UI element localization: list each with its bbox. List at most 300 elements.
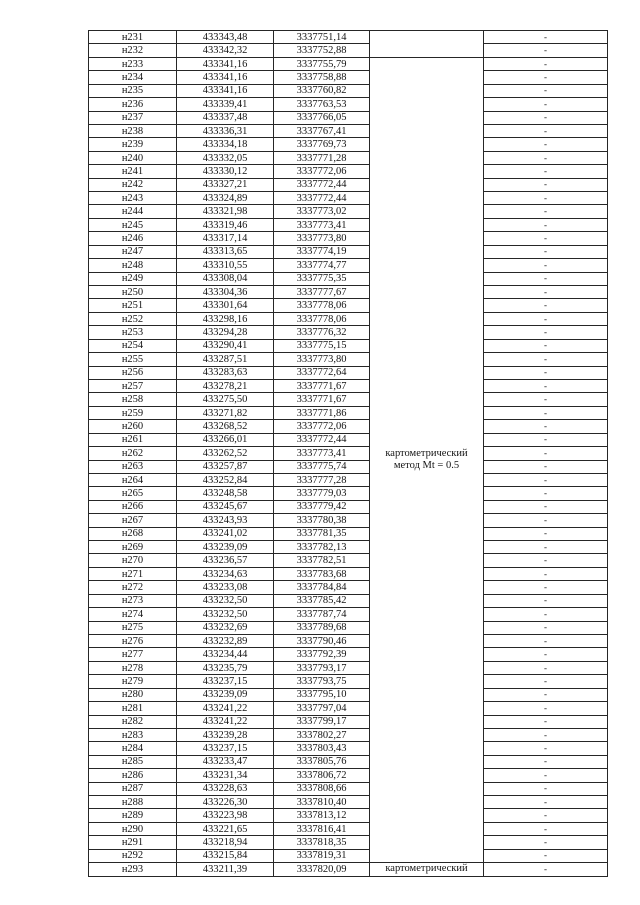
y-coordinate-cell: 3337771,67: [274, 379, 370, 392]
x-coordinate-cell: 433313,65: [177, 245, 274, 258]
table-row: [89, 232, 608, 245]
x-coordinate-cell: 433275,50: [177, 393, 274, 406]
note-cell: -: [484, 621, 608, 634]
point-name-cell: н281: [89, 702, 177, 715]
x-coordinate-cell: 433226,30: [177, 796, 274, 809]
table-row: [89, 447, 608, 460]
table-row: [89, 192, 608, 205]
table-row: [89, 57, 608, 70]
note-cell: -: [484, 98, 608, 111]
point-name-cell: н241: [89, 165, 177, 178]
table-row: [89, 379, 608, 392]
method-text-line: картометрический: [385, 863, 468, 875]
y-coordinate-cell: 3337773,80: [274, 353, 370, 366]
note-cell: -: [484, 702, 608, 715]
note-cell: -: [484, 447, 608, 460]
note-cell: -: [484, 379, 608, 392]
point-name-cell: н284: [89, 742, 177, 755]
x-coordinate-cell: 433231,34: [177, 769, 274, 782]
x-coordinate-cell: 433241,22: [177, 702, 274, 715]
point-name-cell: н236: [89, 98, 177, 111]
y-coordinate-cell: 3337779,42: [274, 500, 370, 513]
y-coordinate-cell: 3337766,05: [274, 111, 370, 124]
table-row: [89, 500, 608, 513]
point-name-cell: н266: [89, 500, 177, 513]
x-coordinate-cell: 433317,14: [177, 232, 274, 245]
point-name-cell: н285: [89, 755, 177, 768]
table-row: [89, 728, 608, 741]
y-coordinate-cell: 3337771,67: [274, 393, 370, 406]
x-coordinate-cell: 433221,65: [177, 822, 274, 835]
y-coordinate-cell: 3337797,04: [274, 702, 370, 715]
x-coordinate-cell: 433248,58: [177, 487, 274, 500]
note-cell: -: [484, 863, 608, 876]
point-name-cell: н253: [89, 326, 177, 339]
y-coordinate-cell: 3337805,76: [274, 755, 370, 768]
y-coordinate-cell: 3337763,53: [274, 98, 370, 111]
table-row: [89, 218, 608, 231]
table-row: [89, 836, 608, 849]
table-row: [89, 863, 608, 876]
note-cell: -: [484, 178, 608, 191]
y-coordinate-cell: 3337818,35: [274, 836, 370, 849]
note-cell: -: [484, 473, 608, 486]
x-coordinate-cell: 433310,55: [177, 259, 274, 272]
x-coordinate-cell: 433278,21: [177, 379, 274, 392]
table-row: [89, 688, 608, 701]
table-row: [89, 165, 608, 178]
point-name-cell: н246: [89, 232, 177, 245]
table-row: [89, 44, 608, 57]
y-coordinate-cell: 3337772,44: [274, 192, 370, 205]
x-coordinate-cell: 433211,39: [177, 863, 274, 876]
y-coordinate-cell: 3337772,44: [274, 178, 370, 191]
point-name-cell: н237: [89, 111, 177, 124]
x-coordinate-cell: 433337,48: [177, 111, 274, 124]
x-coordinate-cell: 433262,52: [177, 447, 274, 460]
note-cell: -: [484, 286, 608, 299]
note-cell: -: [484, 554, 608, 567]
coordinates-table: [88, 30, 608, 877]
y-coordinate-cell: 3337777,67: [274, 286, 370, 299]
y-coordinate-cell: 3337752,88: [274, 44, 370, 57]
point-name-cell: н293: [89, 863, 177, 876]
table-row: [89, 71, 608, 84]
note-cell: -: [484, 31, 608, 44]
point-name-cell: н274: [89, 608, 177, 621]
table-row: [89, 634, 608, 647]
y-coordinate-cell: 3337775,35: [274, 272, 370, 285]
y-coordinate-cell: 3337782,13: [274, 541, 370, 554]
point-name-cell: н245: [89, 218, 177, 231]
note-cell: -: [484, 728, 608, 741]
x-coordinate-cell: 433232,50: [177, 594, 274, 607]
x-coordinate-cell: 433232,89: [177, 634, 274, 647]
table-row: [89, 514, 608, 527]
point-name-cell: н256: [89, 366, 177, 379]
y-coordinate-cell: 3337771,28: [274, 151, 370, 164]
x-coordinate-cell: 433327,21: [177, 178, 274, 191]
x-coordinate-cell: 433319,46: [177, 218, 274, 231]
y-coordinate-cell: 3337774,19: [274, 245, 370, 258]
x-coordinate-cell: 433332,05: [177, 151, 274, 164]
table-row: [89, 608, 608, 621]
table-row: [89, 84, 608, 97]
point-name-cell: н235: [89, 84, 177, 97]
table-row: [89, 715, 608, 728]
x-coordinate-cell: 433228,63: [177, 782, 274, 795]
note-cell: -: [484, 769, 608, 782]
x-coordinate-cell: 433237,15: [177, 742, 274, 755]
x-coordinate-cell: 433341,16: [177, 71, 274, 84]
x-coordinate-cell: 433341,16: [177, 84, 274, 97]
point-name-cell: н259: [89, 406, 177, 419]
point-name-cell: н250: [89, 286, 177, 299]
table-row: [89, 433, 608, 446]
x-coordinate-cell: 433308,04: [177, 272, 274, 285]
table-row: [89, 353, 608, 366]
table-row: [89, 675, 608, 688]
y-coordinate-cell: 3337793,75: [274, 675, 370, 688]
note-cell: -: [484, 259, 608, 272]
note-cell: -: [484, 111, 608, 124]
table-row: [89, 769, 608, 782]
point-name-cell: н280: [89, 688, 177, 701]
table-row: [89, 460, 608, 473]
note-cell: -: [484, 742, 608, 755]
note-cell: -: [484, 353, 608, 366]
y-coordinate-cell: 3337783,68: [274, 567, 370, 580]
point-name-cell: н289: [89, 809, 177, 822]
y-coordinate-cell: 3337780,38: [274, 514, 370, 527]
y-coordinate-cell: 3337790,46: [274, 634, 370, 647]
x-coordinate-cell: 433245,67: [177, 500, 274, 513]
y-coordinate-cell: 3337755,79: [274, 57, 370, 70]
point-name-cell: н288: [89, 796, 177, 809]
note-cell: -: [484, 44, 608, 57]
note-cell: -: [484, 406, 608, 419]
x-coordinate-cell: 433301,64: [177, 299, 274, 312]
x-coordinate-cell: 433233,47: [177, 755, 274, 768]
note-cell: -: [484, 165, 608, 178]
x-coordinate-cell: 433268,52: [177, 420, 274, 433]
table-row: [89, 272, 608, 285]
note-cell: -: [484, 393, 608, 406]
note-cell: -: [484, 755, 608, 768]
note-cell: -: [484, 433, 608, 446]
note-cell: -: [484, 366, 608, 379]
note-cell: -: [484, 514, 608, 527]
x-coordinate-cell: 433232,69: [177, 621, 274, 634]
y-coordinate-cell: 3337802,27: [274, 728, 370, 741]
table-row: [89, 621, 608, 634]
note-cell: -: [484, 594, 608, 607]
point-name-cell: н247: [89, 245, 177, 258]
x-coordinate-cell: 433234,63: [177, 567, 274, 580]
y-coordinate-cell: 3337772,06: [274, 165, 370, 178]
table-row: [89, 702, 608, 715]
y-coordinate-cell: 3337769,73: [274, 138, 370, 151]
x-coordinate-cell: 433298,16: [177, 312, 274, 325]
coordinates-table-body: [89, 31, 608, 877]
table-row: [89, 742, 608, 755]
y-coordinate-cell: 3337810,40: [274, 796, 370, 809]
x-coordinate-cell: 433321,98: [177, 205, 274, 218]
y-coordinate-cell: 3337775,74: [274, 460, 370, 473]
point-name-cell: н262: [89, 447, 177, 460]
note-cell: -: [484, 460, 608, 473]
point-name-cell: н248: [89, 259, 177, 272]
x-coordinate-cell: 433232,50: [177, 608, 274, 621]
table-row: [89, 809, 608, 822]
point-name-cell: н270: [89, 554, 177, 567]
table-row: [89, 581, 608, 594]
note-cell: -: [484, 527, 608, 540]
x-coordinate-cell: 433336,31: [177, 124, 274, 137]
table-row: [89, 796, 608, 809]
x-coordinate-cell: 433324,89: [177, 192, 274, 205]
point-name-cell: н239: [89, 138, 177, 151]
note-cell: -: [484, 71, 608, 84]
point-name-cell: н271: [89, 567, 177, 580]
y-coordinate-cell: 3337779,03: [274, 487, 370, 500]
point-name-cell: н232: [89, 44, 177, 57]
x-coordinate-cell: 433233,08: [177, 581, 274, 594]
point-name-cell: н257: [89, 379, 177, 392]
table-row: [89, 648, 608, 661]
x-coordinate-cell: 433234,44: [177, 648, 274, 661]
table-row: [89, 822, 608, 835]
point-name-cell: н278: [89, 661, 177, 674]
table-row: [89, 420, 608, 433]
point-name-cell: н244: [89, 205, 177, 218]
y-coordinate-cell: 3337785,42: [274, 594, 370, 607]
y-coordinate-cell: 3337784,84: [274, 581, 370, 594]
x-coordinate-cell: 433252,84: [177, 473, 274, 486]
point-name-cell: н260: [89, 420, 177, 433]
point-name-cell: н287: [89, 782, 177, 795]
x-coordinate-cell: 433271,82: [177, 406, 274, 419]
table-row: [89, 299, 608, 312]
x-coordinate-cell: 433283,63: [177, 366, 274, 379]
x-coordinate-cell: 433287,51: [177, 353, 274, 366]
x-coordinate-cell: 433334,18: [177, 138, 274, 151]
point-name-cell: н290: [89, 822, 177, 835]
y-coordinate-cell: 3337777,28: [274, 473, 370, 486]
note-cell: -: [484, 634, 608, 647]
y-coordinate-cell: 3337774,77: [274, 259, 370, 272]
point-name-cell: н261: [89, 433, 177, 446]
y-coordinate-cell: 3337758,88: [274, 71, 370, 84]
point-name-cell: н282: [89, 715, 177, 728]
y-coordinate-cell: 3337773,41: [274, 218, 370, 231]
note-cell: -: [484, 272, 608, 285]
note-cell: -: [484, 138, 608, 151]
x-coordinate-cell: 433237,15: [177, 675, 274, 688]
x-coordinate-cell: 433294,28: [177, 326, 274, 339]
note-cell: -: [484, 715, 608, 728]
note-cell: -: [484, 299, 608, 312]
y-coordinate-cell: 3337816,41: [274, 822, 370, 835]
x-coordinate-cell: 433290,41: [177, 339, 274, 352]
note-cell: -: [484, 205, 608, 218]
y-coordinate-cell: 3337808,66: [274, 782, 370, 795]
note-cell: -: [484, 782, 608, 795]
y-coordinate-cell: 3337778,06: [274, 312, 370, 325]
y-coordinate-cell: 3337792,39: [274, 648, 370, 661]
table-row: [89, 554, 608, 567]
table-row: [89, 487, 608, 500]
y-coordinate-cell: 3337820,09: [274, 863, 370, 876]
note-cell: -: [484, 608, 608, 621]
y-coordinate-cell: 3337773,80: [274, 232, 370, 245]
point-name-cell: н254: [89, 339, 177, 352]
note-cell: -: [484, 822, 608, 835]
note-cell: -: [484, 836, 608, 849]
method-cell: [370, 57, 484, 862]
x-coordinate-cell: 433241,02: [177, 527, 274, 540]
x-coordinate-cell: 433239,09: [177, 541, 274, 554]
method-text-line: картометрический: [385, 448, 468, 459]
method-text-line: метод Mt = 0.5: [393, 460, 460, 471]
point-name-cell: н272: [89, 581, 177, 594]
note-cell: -: [484, 567, 608, 580]
method-cell: [370, 863, 484, 876]
x-coordinate-cell: 433236,57: [177, 554, 274, 567]
table-row: [89, 205, 608, 218]
x-coordinate-cell: 433215,84: [177, 849, 274, 862]
method-cell: [370, 31, 484, 58]
y-coordinate-cell: 3337819,31: [274, 849, 370, 862]
table-row: [89, 782, 608, 795]
y-coordinate-cell: 3337787,74: [274, 608, 370, 621]
y-coordinate-cell: 3337760,82: [274, 84, 370, 97]
note-cell: -: [484, 796, 608, 809]
x-coordinate-cell: 433304,36: [177, 286, 274, 299]
point-name-cell: н234: [89, 71, 177, 84]
note-cell: -: [484, 581, 608, 594]
note-cell: -: [484, 312, 608, 325]
note-cell: -: [484, 218, 608, 231]
x-coordinate-cell: 433239,09: [177, 688, 274, 701]
table-row: [89, 473, 608, 486]
note-cell: -: [484, 339, 608, 352]
y-coordinate-cell: 3337806,72: [274, 769, 370, 782]
table-row: [89, 849, 608, 862]
point-name-cell: н258: [89, 393, 177, 406]
note-cell: -: [484, 326, 608, 339]
x-coordinate-cell: 433241,22: [177, 715, 274, 728]
table-row: [89, 661, 608, 674]
y-coordinate-cell: 3337793,17: [274, 661, 370, 674]
note-cell: -: [484, 232, 608, 245]
y-coordinate-cell: 3337767,41: [274, 124, 370, 137]
table-row: [89, 326, 608, 339]
y-coordinate-cell: 3337795,10: [274, 688, 370, 701]
note-cell: -: [484, 124, 608, 137]
table-row: [89, 567, 608, 580]
point-name-cell: н267: [89, 514, 177, 527]
y-coordinate-cell: 3337803,43: [274, 742, 370, 755]
point-name-cell: н231: [89, 31, 177, 44]
table-row: [89, 124, 608, 137]
table-row: [89, 31, 608, 44]
y-coordinate-cell: 3337789,68: [274, 621, 370, 634]
x-coordinate-cell: 433266,01: [177, 433, 274, 446]
point-name-cell: н242: [89, 178, 177, 191]
y-coordinate-cell: 3337773,02: [274, 205, 370, 218]
note-cell: -: [484, 245, 608, 258]
table-row: [89, 594, 608, 607]
point-name-cell: н263: [89, 460, 177, 473]
table-row: [89, 366, 608, 379]
x-coordinate-cell: 433341,16: [177, 57, 274, 70]
note-cell: -: [484, 675, 608, 688]
point-name-cell: н269: [89, 541, 177, 554]
note-cell: -: [484, 648, 608, 661]
point-name-cell: н255: [89, 353, 177, 366]
table-row: [89, 541, 608, 554]
table-row: [89, 406, 608, 419]
y-coordinate-cell: 3337772,06: [274, 420, 370, 433]
note-cell: -: [484, 487, 608, 500]
note-cell: -: [484, 192, 608, 205]
point-name-cell: н240: [89, 151, 177, 164]
x-coordinate-cell: 433239,28: [177, 728, 274, 741]
y-coordinate-cell: 3337772,64: [274, 366, 370, 379]
note-cell: -: [484, 420, 608, 433]
table-row: [89, 312, 608, 325]
x-coordinate-cell: 433235,79: [177, 661, 274, 674]
point-name-cell: н251: [89, 299, 177, 312]
point-name-cell: н273: [89, 594, 177, 607]
y-coordinate-cell: 3337813,12: [274, 809, 370, 822]
point-name-cell: н243: [89, 192, 177, 205]
point-name-cell: н249: [89, 272, 177, 285]
note-cell: -: [484, 849, 608, 862]
point-name-cell: н283: [89, 728, 177, 741]
x-coordinate-cell: 433330,12: [177, 165, 274, 178]
table-row: [89, 151, 608, 164]
point-name-cell: н275: [89, 621, 177, 634]
y-coordinate-cell: 3337771,86: [274, 406, 370, 419]
table-row: [89, 755, 608, 768]
x-coordinate-cell: 433218,94: [177, 836, 274, 849]
point-name-cell: н292: [89, 849, 177, 862]
point-name-cell: н277: [89, 648, 177, 661]
point-name-cell: н268: [89, 527, 177, 540]
x-coordinate-cell: 433342,32: [177, 44, 274, 57]
note-cell: -: [484, 500, 608, 513]
note-cell: -: [484, 151, 608, 164]
point-name-cell: н252: [89, 312, 177, 325]
table-row: [89, 245, 608, 258]
table-row: [89, 98, 608, 111]
x-coordinate-cell: 433339,41: [177, 98, 274, 111]
note-cell: -: [484, 661, 608, 674]
table-row: [89, 339, 608, 352]
y-coordinate-cell: 3337775,15: [274, 339, 370, 352]
note-cell: -: [484, 57, 608, 70]
x-coordinate-cell: 433223,98: [177, 809, 274, 822]
point-name-cell: н279: [89, 675, 177, 688]
table-row: [89, 111, 608, 124]
y-coordinate-cell: 3337776,32: [274, 326, 370, 339]
table-row: [89, 259, 608, 272]
note-cell: -: [484, 541, 608, 554]
point-name-cell: н264: [89, 473, 177, 486]
table-row: [89, 138, 608, 151]
